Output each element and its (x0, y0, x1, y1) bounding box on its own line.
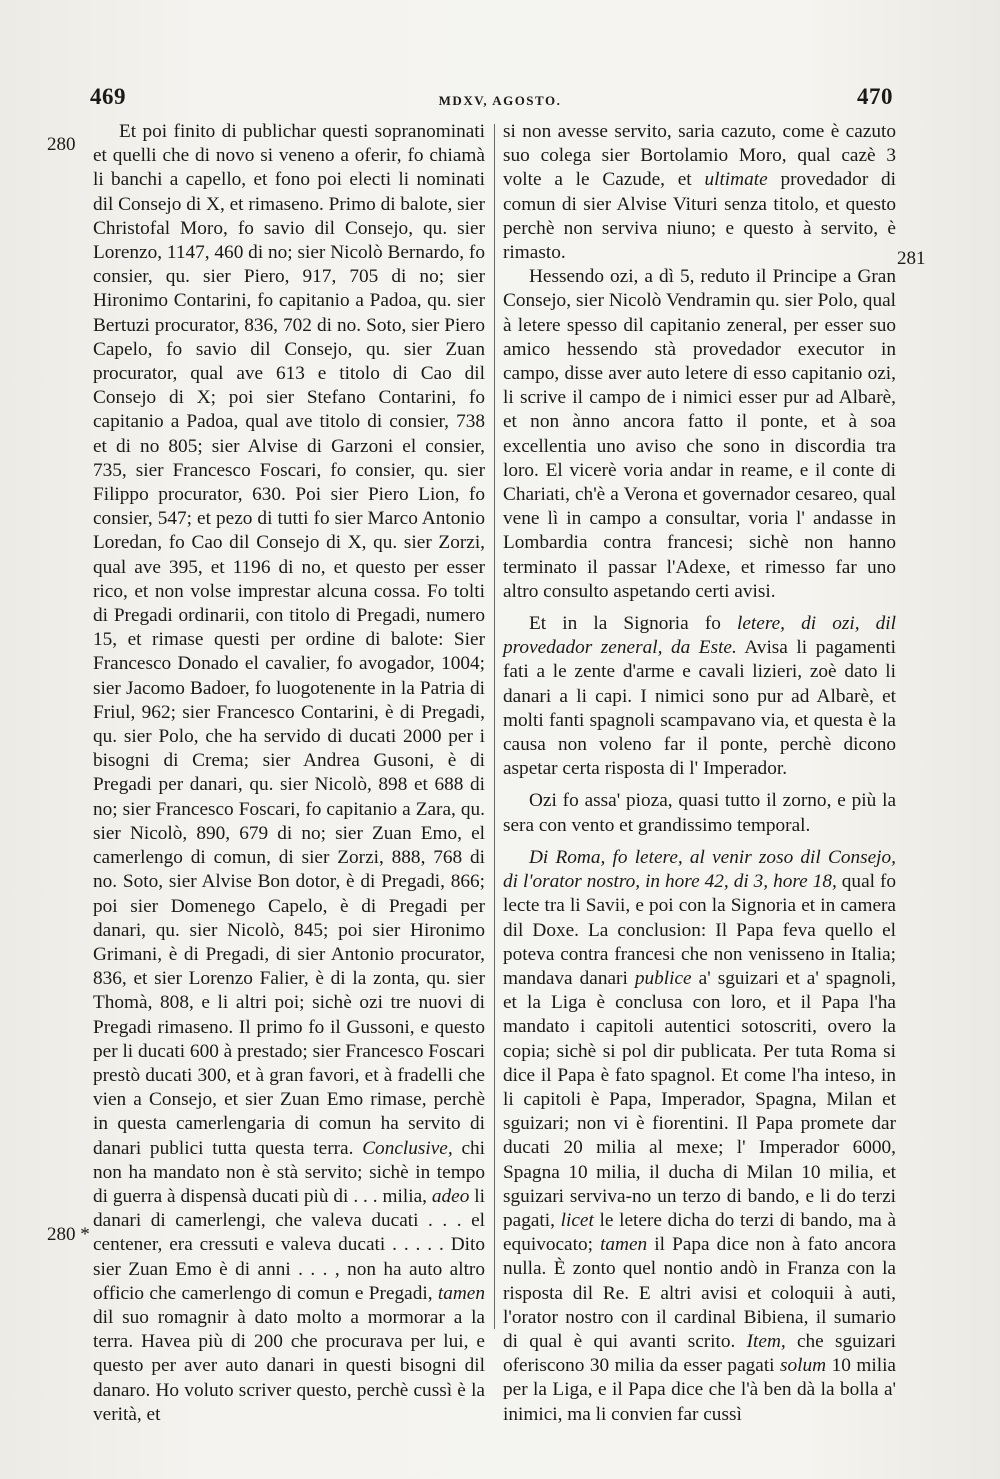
margin-ref-left-top: 280 (47, 134, 76, 155)
text-run: qual fo lecte tra li Savii, e poi con la Signoria et in camera dil Doxe. La conclusion: Il Papa feva quello el poteva contra francesi che non venisseno in Italia; mandava danari (503, 871, 897, 989)
text-run: si non avesse servito, saria cazuto, come è cazuto suo colega sier Bortolamio Moro, qual cazè 3 volte a le Cazude, et (503, 121, 896, 191)
italic-run: Di Roma, fo letere, al venir zoso dil Consejo, di l'orator nostro, in hore 42, di 3, hore 18, (503, 846, 896, 893)
italic-run: ultimate (704, 169, 768, 191)
text-run: Et poi finito di publichar questi sopranominati et quelli che di novo si veneno a oferir, fo chiamà li banchi a capello, et fono poi electi li nominati dil Consejo di X, et rimaseno. Primo di balote, sier Christofal Moro, fo savio dil Consejo, qu. sier Lorenzo, 1147, 460 di no; sier Nicolò Bernardo, fo consier, qu. sier Piero, 917, 705 di no; sier Hironimo Contarini, fo capitanio a Padoa, qu. sier Bertuzi procurator, 836, 702 di no. Soto, sier Piero Capelo, fo savio dil Consejo, qu. sier Zuan procurator, qual ave 613 e titolo di Cao dil Consejo di X; poi sier Stefano Contarini, fo capitanio a Padoa, qual ave titolo di consier, 738 et di no 805; sier Alvise di Garzoni el consier, 735, sier Francesco Foscari, fo consier, qu. sier Filippo procurator, 630. Poi sier Piero Lion, fo consier, 547; et pezo di tutti fo sier Marco Antonio Loredan, fo Cao dil Consejo di X, qu. sier Zorzi, qual ave 395, et 1196 di no, et questo per esser rico, et non volse imprestar alcuna cossa. Fo tolti di Pregadi ordinarii, con titolo di Pregadi, numero 15, et rimase questi per ordine di balote: Sier Francesco Donado el cavalier, fo avogador, 1004; sier Jacomo Badoer, fo luogotenente in la Patria di Friul, 962; sier Francesco Contarini, è di Pregadi, qu. sier Polo, che ha servido di ducati 2000 per i bisogni di Crema; sier Andrea Gusoni, è di Pregadi per danari, qu. sier Nicolò, 898 et 688 di no; sier Francesco Foscari, fo capitanio a Zara, qu. sier Nicolò, 890, 679 di no; sier Zuan Emo, el camerlengo di comun, di sier Zorzi, 888, 768 di no. Soto, sier Alvise Bon dotor, è di Pregadi, 866; poi sier Domenego Capelo, è di Pregadi per danari, qu. sier Nicolò, 845; poi sier Hironimo Grimani, è di Pregadi, di sier Antonio procurator, 836, et sier Lorenzo Falier, è di la zonta, qu. sier Thomà, 808, e li altri poi; sichè ozi tre nuovi di Pregadi rimaseno. Il primo fo il Gussoni, e questo per li ducati 600 à prestado; sier Francesco Foscari prestò ducati 300, et à gran favori, et à fradelli che vien a Consejo, et sier Zuan Emo rimase, perchè in questa camerlengaria di comun ha servito di danari publici tutta questa terra. (93, 121, 485, 1159)
text-run: provedador di comun di sier Alvise Vituri senza titolo, et questo perchè non serviva niuno; e questo à servito, è rimasto. (503, 169, 897, 264)
italic-run: Item, (746, 1330, 786, 1352)
italic-run: publice (634, 967, 692, 989)
text-run: dil suo romagnir à dato molto a mormorar a la terra. Havea più di 200 che procurava per lui, e questo per aver auto danari in questi bisogni dil danaro. Ho voluto scriver questo, perchè cussì è la verità, et (93, 1306, 485, 1425)
text-run: chi non ha mandato non è stà servito; sichè in tempo di guerra à dispensà ducati più di . . . milia, (93, 1137, 486, 1207)
paragraph-gap (503, 604, 896, 612)
page-number-right: 470 (857, 84, 893, 109)
text-run: a' sguizari et a' spagnoli, et la Liga è conclusa con loro, et il Papa l'ha mandato i capitoli autentici sotoscriti, overo la copia; sichè si pol dir publicata. Per tuta Roma si dice il Papa è fato spagnol. Et come l'ha inteso, in li capitoli è Papa, Imperador, Spagna, Milan et sguizari; non vi è fiorentini. Il Papa promete dar ducati 20 milia al mexe; l' Imperador 6000, Spagna 10 milia, il ducha di Milan 10 milia, et sguizari serviva-no un terzo di bando, e li do terzi pagati, (503, 967, 896, 1231)
right-paragraph: Hessendo ozi, a dì 5, reduto il Principe a Gran Consejo, sier Nicolò Vendramin qu. sier Polo, qual à letere spesso dil capitanio zeneral, per esser suo amico hessendo stà provedador executor in campo, disse aver auto letere di esso capitanio ozi, li scrive il campo de i nimici esser pur ad Albarè, et non ànno ancora fatto il ponte, et à soa excellentia uno aviso che sono in discordia tra loro. El vicerè voria andar in reame, e il conte di Chariati, ch'è a Verona et governador cesareo, qual vene lì in campo a consultar, voria l' andasse in Lombardia contra francesi; sichè non hanno terminato il passar l'Adexe, et rimesso far uno altro consulto aspetando certi avisi. (503, 266, 896, 602)
margin-ref-right: 281 (897, 248, 926, 269)
left-paragraph (93, 120, 485, 1427)
right-paragraph-continuation (503, 120, 896, 265)
paragraph-gap (503, 781, 896, 789)
right-paragraph (503, 846, 896, 1427)
running-header: MDXV, AGOSTO. (438, 93, 562, 108)
right-paragraph: Ozi fo assa' pioza, quasi tutto il zorno, e più la sera con vento et grandissimo temporal. (503, 790, 896, 836)
italic-run: licet (560, 1209, 594, 1231)
text-run: Et in la Signoria fo (529, 613, 721, 635)
italic-run: letere, di ozi, dil provedador zeneral, da Este. (503, 613, 896, 659)
italic-run: solum (780, 1355, 827, 1377)
text-run: le letere dicha do terzi di bando, ma à equivocato; (503, 1209, 896, 1256)
right-paragraph (503, 612, 896, 781)
page-number-left: 469 (90, 84, 126, 109)
margin-ref-left-bottom: 280 * (47, 1224, 90, 1245)
text-run: 10 milia per la Liga, e il Papa dice che l'à ben dà la bolla a' inimici, ma li convien far cussì (503, 1355, 896, 1425)
column-divider (494, 124, 495, 1329)
text-run: Avisa li pagamenti fati a le zente d'arme e cavali lizieri, zoè dato li danari a li capi. I nimici sono pur ad Albarè, et molti fanti spagnoli scampavano via, et questa è la causa non voleno far il ponte, perchè dicono aspetar certa risposta di l' Imperador. (503, 637, 896, 780)
paragraph-gap (503, 838, 896, 846)
italic-run: Conclusive, (362, 1137, 453, 1159)
left-column (93, 120, 485, 1427)
italic-run: tamen (600, 1234, 648, 1256)
text-run: li danari di camerlengi, che valeva ducati . . . el centener, era cressuti e valeva ducati . . . . . Dito sier Zuan Emo è di anni . . . , non ha auto altro officio che camerlengo di comun e Pregadi, (93, 1185, 485, 1304)
text-run: che sguizari oferiscono 30 milia da esser pagati (503, 1330, 896, 1377)
italic-run: adeo (431, 1185, 470, 1207)
text-run: il Papa dice non à fato ancora nulla. È zonto quel nontio andò in Franza con la risposta dil Re. E altri avisi et coloquii à auti, l'orator nostro con il cardinal Bibiena, il sumario di qual è qui avanti scrito. (503, 1234, 897, 1352)
italic-run: tamen (437, 1282, 485, 1304)
right-column (503, 120, 896, 1427)
